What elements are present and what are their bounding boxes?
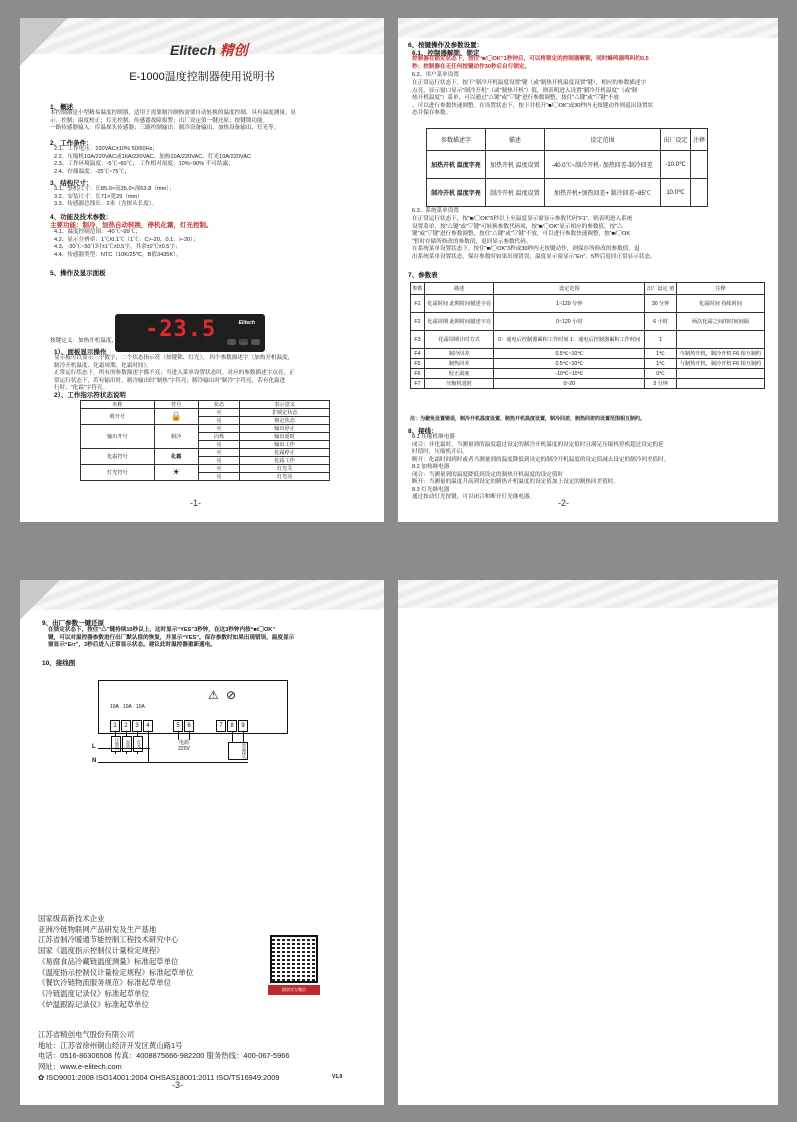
table-row: F2 化霜周期 此期时间描述字亮 0~120 小时 6 小时 两次化霜之间的时间间隔 <box>411 313 765 331</box>
display-digits: -23.5 <box>145 317 217 342</box>
table-row: 制冷开机 温度字亮 制冷开机 温度设置 加热开机+加热回差+ 制冷回差~85℃ 10.0℃ <box>427 179 708 207</box>
document-title: E-1000温度控制器使用说明书 <box>129 71 275 83</box>
table-row: 亮 锁定状态 <box>81 417 330 425</box>
section-4-main-functions: 主要功能：制冷、加热自动转换，停机化霜，灯光控制。 <box>50 222 213 229</box>
key-definition: 按键定义：加热开机温度，制冷开机温度；灯光（☀）；上调；■/◯OK键，下调键。 <box>50 338 256 344</box>
section-5-1-heading: 1）、面板显示操作 <box>54 349 107 356</box>
sensor-probe: 库温探头 <box>228 742 248 760</box>
light-load: 灯光 <box>133 736 143 752</box>
table-row: 闪烁 输出延时 <box>81 433 330 441</box>
section-4-list: 4.1、温度控制范围：-40℃~99℃； 4.2、显示分辨率：1℃/0.1℃（1℃：C>-20，0.1：>-20）； 4.3、-30℃~50℃时±1℃±0.5字，其余±2℃±0.5字； 4.4、传感器类型：NTC（10K/25℃，B值3435K）。 <box>54 229 199 258</box>
header-stripe <box>398 18 778 38</box>
page-number: -3- <box>172 1080 183 1090</box>
line-label: L <box>92 744 96 750</box>
table-row: F7 压缩机延时 0~20 3 分钟 <box>411 379 765 389</box>
section-7-heading: 7、参数表 <box>408 272 438 279</box>
section-6-3-heading: 6.3、系统菜单设置 <box>412 208 459 214</box>
manual-page-2 <box>398 18 778 522</box>
section-3-list: 3.1、整机尺寸：长85.0×高35.0×深63.8（mm）； 3.2、安装尺寸：长71×宽29（mm） 3.3、传感器总线长：2米（含探头长度）。 <box>54 186 175 208</box>
section-2-heading: 2、工作条件： <box>50 140 93 147</box>
qr-code-icon <box>270 935 318 983</box>
section-6-3-text: 在正常运行状态下，按“■/◯OK”5秒以上至温度显示窗显示参数代码“F1”，则表明进入系统 设置菜单，按“△键”或“▽键”可转换参数代码项，按“■/◯OK”显示相应的参数值，按“△ 键”或“▽键”进行参数调整，按住“△键”或“▽键”不放，可以进行参数快速调整，按“■/◯OK ”暂时存储所修改的参数值，返回显示参数代码。 在系统菜单设置状态下，按住“■/◯OK”3秒或30秒内无按键动作，则保存所修改的参数值，退 出系统菜单设置状态，保存参数时如果出现错误，温度显示窗显示“Err”，5秒后返回正常显示状态。 <box>412 216 656 260</box>
table-row: 亮 灯光亮 <box>81 473 330 481</box>
section-6-heading: 6、按键操作及参数设置： <box>408 42 484 49</box>
table-row: 加热开机 温度字亮 加热开机 温度设置 -40.0℃~制冷开机- 加热回差-制冷回差 -10.0℃ <box>427 151 708 179</box>
power-label: 电源 220V <box>178 740 190 752</box>
user-menu-table <box>426 128 708 207</box>
neutral-label: N <box>92 758 97 764</box>
wire <box>243 732 244 742</box>
parameter-table-note: 注：为避免设置错误，制冷开机温度设置，制热开机温度设置，制冷回差，制热回差的设置范围相互制约。 <box>410 416 646 422</box>
table-row: F6 校正温度 -10℃~10℃ 0℃ <box>411 369 765 379</box>
light-icon: ☀ <box>154 465 198 481</box>
terminal: 6 <box>184 720 194 732</box>
table-row: 锁开号 🔒 灭 非锁定状态 <box>81 409 330 417</box>
no-touch-icon: ⊘ <box>226 688 237 702</box>
table-row: 化霜符号 化霜 灭 化霜停止 <box>81 449 330 457</box>
table-row: F4 制冷回差 0.5℃~10℃ 1℃ 与制热开机，制冷开机 F6 相互制约 <box>411 349 765 359</box>
qr-caption: 精创官方微信 <box>268 985 320 995</box>
terminal: 3 <box>132 720 142 732</box>
section-4-heading: 4、功能及技术参数： <box>50 214 113 221</box>
certification-icon: ✿ <box>38 1072 47 1082</box>
wire <box>148 732 149 762</box>
manual-page-4-blank <box>398 580 778 1105</box>
section-1-heading: 1、概述 <box>50 104 74 111</box>
company-contact: 江苏省精创电气股份有限公司 地址：江苏省徐州铜山经济开发区黄山路1号 电话：0516-86306508 传真：4008875666-982200 服务热线：400-067-5966 网址：www.e-elitech.com ✿ ISO9001:2008 ISO14001:2004 OHSAS18001:2011 ISO/TS16949:2009 <box>38 1030 290 1082</box>
page-number: -2- <box>558 498 569 508</box>
status-indicator-table <box>80 400 330 481</box>
wire-N <box>98 762 248 763</box>
wire <box>232 732 233 742</box>
section-9-text: 在锁定状态下，按住“△”键持续10秒以上，这时显示“YES”3秒钟，在这3秒钟内按“■/◯OK” 键，可以对温控器参数进行出厂默认值的恢复，并显示“YES”。保存参数时如果出现错误，温度显示 窗显示“Err”，3秒后进入正常显示状态。建议此时温控器重新通电。 <box>48 627 295 649</box>
table-header-row: 参数 描述 设定范围 出厂设定 值 注释 <box>411 283 765 295</box>
table-header-row: 参数描述字 描述 设定范围 出厂设定 注释 <box>427 129 708 151</box>
section-5-heading: 5、操作及显示面板 <box>50 270 106 277</box>
section-6-2-heading: 6.2、用户菜单设置 <box>412 72 459 78</box>
page-corner-fold <box>20 580 60 620</box>
section-9-heading: 9、出厂参数一键还原 <box>42 620 105 627</box>
warning-icon: ⚠ <box>208 688 219 702</box>
section-3-heading: 3、结构尺寸： <box>50 180 93 187</box>
terminal: 9 <box>238 720 248 732</box>
table-header-row: 名称 符号 状态 表示意义 <box>81 401 330 409</box>
amp-label: 10A <box>136 704 145 710</box>
table-row: 灯光符号 ☀ 灭 灯光关 <box>81 465 330 473</box>
terminal: 7 <box>216 720 226 732</box>
section-8-heading: 8、接线： <box>408 428 438 435</box>
section-1-text: 本控制器是小型精易温度控制器，适用于需要制冷制热需要自动转换的温度控制，具有温度测量、显 示、控制；温度校正；灯光控制、传感器故障报警；出厂设定值一键还原；按键锁功能。 一路传感器输入：库温探头传感器；三路控制输出：制冷设备输出、加热设备输出、灯光等。 <box>50 110 297 132</box>
table-row: 亮 化霜工作 <box>81 457 330 465</box>
table-row: F1 化霜时间 此期时间描述字亮 1~120 分钟 30 分钟 化霜时间 持续时间 <box>411 295 765 313</box>
controller-display-panel <box>115 314 265 352</box>
amp-label: 10A <box>123 704 132 710</box>
page-number: -1- <box>190 498 201 508</box>
table-row: F5 制热回差 0.5℃~10℃ 1℃ 与制热开机，制冷开机 F6 相互制约 <box>411 359 765 369</box>
page-corner-fold <box>20 18 68 66</box>
wire-L <box>98 748 150 749</box>
table-row: 亮 输出工作 <box>81 441 330 449</box>
header-stripe <box>398 580 778 608</box>
terminal: 4 <box>143 720 153 732</box>
brand-logo: Elitech 精创 <box>170 42 248 58</box>
section-6-2-text: 在正常运行状态下，按下“制冷开机温度设置”键（或“制热开机温度设置”键），相应的参数描述字 点亮，显示窗口显示“制冷开机”（或“制热开机”）值，则表明进入设置“制冷开机温度”（或“制 热开机温度”）菜单，可以通过“△键”或“▽键”进行参数调整，按住“△键”或“▽键”不放 ，可以进行参数快速调整。在设置状态下，按下并松开“■/◯OK”或30秒内无按键动作则退出设置状 态并保存参数。 <box>412 80 654 117</box>
lock-icon: 🔒 <box>154 409 198 425</box>
table-row: 输出开号 制冷 灭 输出停止 <box>81 425 330 433</box>
header-stripe <box>20 580 384 610</box>
parameter-table <box>410 282 765 389</box>
wire <box>189 732 190 740</box>
heater-load: 加热 <box>122 736 132 752</box>
panel-logo: Elitech <box>238 320 255 326</box>
section-6-1-text: 控制器在锁定状态下，按住“■/◯OK”1秒钟后，可以将锁定的控制器解锁，同时蜂鸣器鸣叫约0.5 秒；控制器在无任何按键动作30秒后自行锁定。 <box>412 56 649 70</box>
section-2-list: 2.1、工作电压：220VAC±10% 50/60Hz； 2.2、压缩机10A/220VAC或16A/220VAC、加热10A/220VAC、灯光10A/220VAC 2.3、工作环境温度：-5℃~60℃； 工作相对湿度：10%~90% 不可结露； 2.4、存储温度：-25℃~75℃； <box>54 146 252 175</box>
wire <box>178 732 179 740</box>
section-5-2-heading: 2）、工作指示符状态说明 <box>54 392 126 399</box>
terminal: 5 <box>173 720 183 732</box>
manual-page-1 <box>20 18 384 522</box>
terminal: 8 <box>227 720 237 732</box>
terminal: 1 <box>110 720 120 732</box>
section-10-heading: 10、接线图 <box>42 660 76 667</box>
table-row: F3 化霜周期计时方式 0：通电后控制器累积工作时间 1：通电后控制器累积工作时间 1 <box>411 331 765 349</box>
compressor-load: 压缩机 <box>111 736 121 752</box>
section-6-1-heading: 6.1、控制器解锁、锁定 <box>412 50 480 57</box>
terminal: 2 <box>121 720 131 732</box>
amp-label: 10A <box>110 704 119 710</box>
company-qualifications: 国家级高新技术企业 亚洲冷链物联网产品研发及生产基地 江苏省制冷暖通节能控制工程技术研究中心 国家《温度指示控制仪计量检定规程》 《易腐食品冷藏链温度测量》标准起草单位 《温度指示控制仪计量检定规程》标准起草单位 《餐饮冷链物流服务规范》标准起草单位 《冷链温度记录仪》标准起草单位 《炉温跟踪记录仪》标准起草单位 <box>38 914 194 1009</box>
section-8-text: 8.1 压缩机继电器 闭合：非化霜时，当测量到的温度超过设定的制冷开机温度的设定值时且满足压缩机停机超过设定的延 时值时，压缩机开启。 断开：化霜时间到时或者当测量到的温度降低到设定的制冷开机温度的设定值减去设定的制冷回差值时。 8.2 加热继电器 闭合：当测量到的温度降低到设定的制热开机温度的设定值时 断开：当测量的温度升高到设定的制热开机温度的设定值加上设定的制热回差值时。 8.3 灯光继电器 通过按动灯光按键，可以闭合和断开灯光继电器。 <box>412 434 670 501</box>
section-5-1-text: 显示板可以显示三个数字，二个状态指示符（按键锁、灯光）， 四个参数描述字（加热开机温度， 制冷开机温度、化霜周期、化霜时间）。 正常运行状态下，所有的参数描述字都不亮；当进入菜单设置状态时，对应的参数描述字点亮，正 常运行状态下，若有输出时，制冷输出时“制热”字符亮；制冷输出时“制冷”字符亮，若有化霜进 行时，“化霜”字符亮。 <box>54 355 295 392</box>
version-label: V1.0 <box>332 1074 343 1080</box>
manual-page-3 <box>20 580 384 1105</box>
